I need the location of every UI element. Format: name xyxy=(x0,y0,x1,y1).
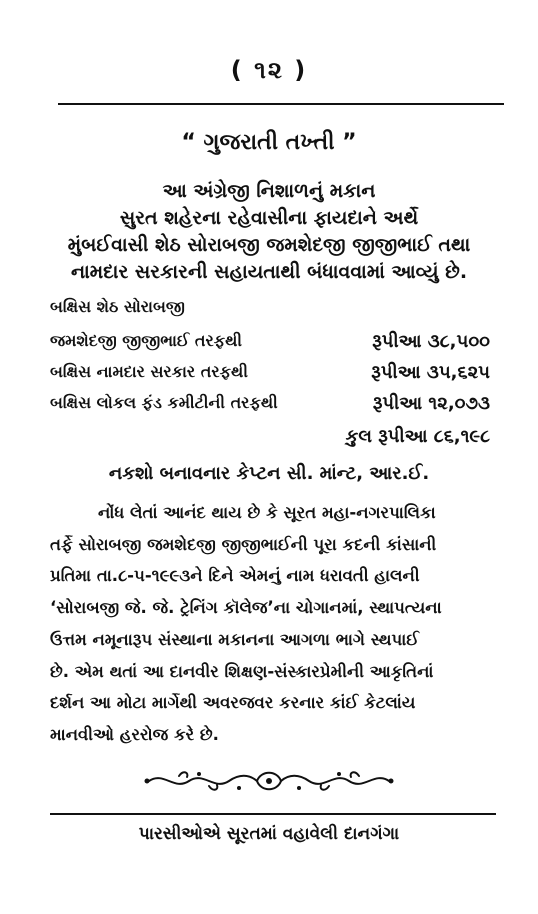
donation-row xyxy=(50,331,490,357)
inscription-line: આ અંગ્રેજી નિશાળનું મકાન xyxy=(162,180,376,202)
donation-amount: રૂપીઆ ૩૫,૬૨૫ xyxy=(371,362,490,383)
architect-line: નકશો બનાવનાર કેપ્ટન સી. માંન્ટ, આર.ઈ. xyxy=(108,463,430,484)
note-line: તર્ફે સોરાબજી જમશેદજી જીજીભાઈની પૂરા કદની કાંસાની xyxy=(50,535,437,554)
note-line: છે. એમ થતાં આ દાનવીર શિક્ષણ-સંસ્કારપ્રેમીની આકૃતિનાં xyxy=(50,662,434,681)
inscription-line: નામદાર સરકારની સહાયતાથી બંધાવવામાં આવ્યું છે. xyxy=(70,261,468,283)
donation-row xyxy=(50,362,490,388)
donor-heading: બક્ષિસ શેઠ સોરાબજી xyxy=(50,297,185,316)
donation-label: જમશેદજી જીજીભાઈ તરફથી xyxy=(50,331,243,350)
donation-amount: રૂપીઆ ૩૮,૫૦૦ xyxy=(372,331,490,352)
inscription-line: સુરત શહેરના રહેવાસીના ફાયદાને અર્થે xyxy=(119,207,419,229)
donation-row xyxy=(50,393,490,419)
top-divider xyxy=(58,103,504,105)
note-line: ઉત્તમ નમૂનારૂપ સંસ્થાના મકાનના આગળા ભાગે સ્થપાઈ xyxy=(50,630,420,649)
footer-title: પારસીઓએ સૂરતમાં વહાવેલી દાનગંગા xyxy=(138,824,400,844)
bottom-divider xyxy=(50,813,496,815)
donation-amount: રૂપીઆ ૧૨,૦૭૩ xyxy=(372,393,490,414)
donation-label: બક્ષિસ લોકલ ફંડ કમીટીની તરફથી xyxy=(50,393,278,412)
note-line: પ્રતિમા તા.૮-૫-૧૯૯૩ને દિને એમનું નામ ધરાવતી હાલની xyxy=(50,566,420,585)
note-line: દર્શન આ મોટા માર્ગેથી અવરજવર કરનાર કાંઈ કેટલાંય xyxy=(50,693,416,712)
note-line: ‘સોરાબજી જે. જે. ટ્રેનિંગ કૉલેજ’ના ચોગાનમાં, સ્થાપત્યના xyxy=(50,598,442,617)
page-number: ( ૧૨ ) xyxy=(230,56,308,84)
floral-divider-icon xyxy=(139,768,399,794)
donation-label: બક્ષિસ નામદાર સરકાર તરફથી xyxy=(50,362,248,381)
inscription-title: “ ગુજરાતી તખ્તી ” xyxy=(181,130,357,155)
note-line: નોંધ લેતાં આનંદ થાય છે કે સૂરત મહા-નગરપાલિકા xyxy=(98,503,436,522)
note-line: માનવીઓ હરરોજ કરે છે. xyxy=(50,725,219,744)
inscription-line: મુંબઈવાસી શેઠ સોરાબજી જમશેદજી જીજીભાઈ તથા xyxy=(67,234,471,256)
donation-total: કુલ રૂપીઆ ૮૬,૧૯૮ xyxy=(345,426,490,447)
